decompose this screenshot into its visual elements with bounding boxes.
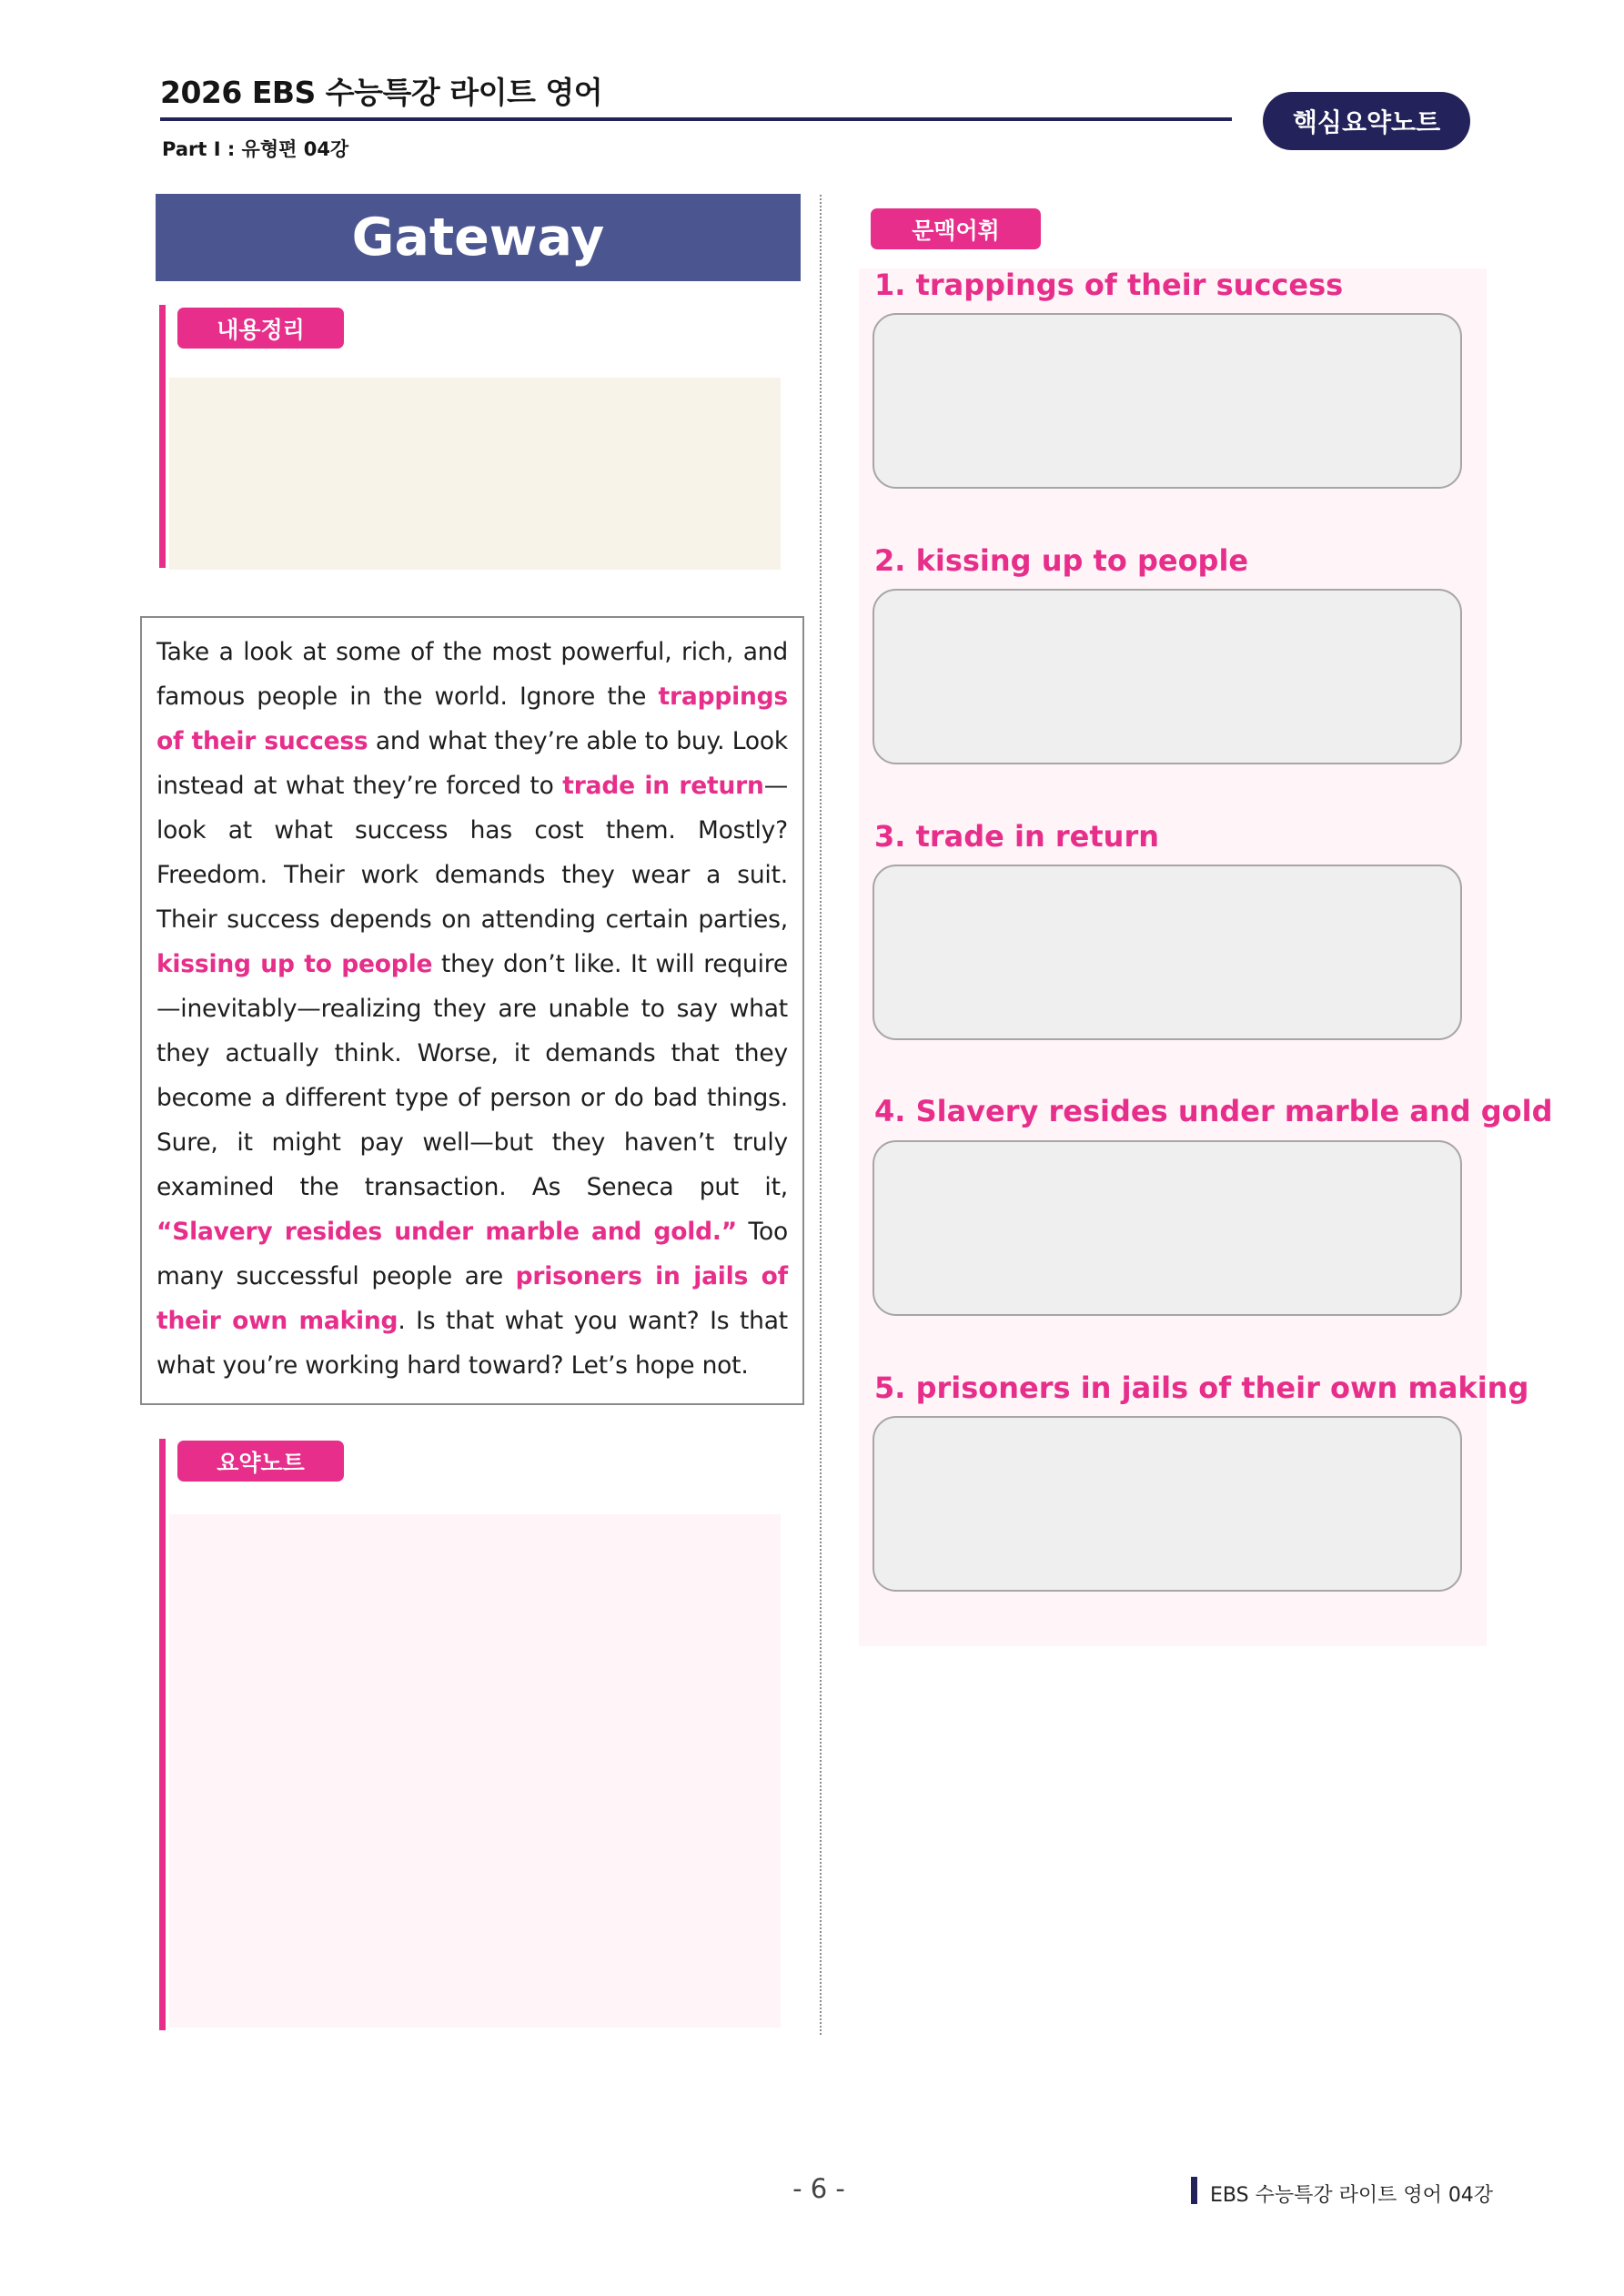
highlighted-phrase: trappings of their success [156, 683, 788, 755]
summary-note-tag: 요약노트 [177, 1441, 344, 1482]
vocab-answer-box[interactable] [873, 589, 1462, 764]
passage-segment: —look at what success has cost them. Mostly? Freedom. Their work demands they wear a suit. Their success depends on attending certain parties, [156, 772, 788, 934]
document-subtitle: Part I : 유형편 04강 [162, 138, 349, 160]
vocab-heading: 2. kissing up to people [874, 543, 1249, 578]
vocab-heading: 3. trade in return [874, 819, 1159, 854]
column-divider [820, 195, 822, 2035]
passage-box [140, 616, 804, 1405]
vocab-answer-box[interactable] [873, 1140, 1462, 1316]
summary-accent-bar [159, 1439, 166, 2030]
passage-segment: . Is that what you want? Is that what you’re working hard toward? Let’s hope not. [156, 1307, 788, 1380]
content-summary-box[interactable] [169, 378, 781, 570]
vocab-heading: 4. Slavery resides under marble and gold [874, 1094, 1553, 1128]
passage-segment: and what they’re able to buy. Look instead at what they’re forced to [156, 727, 788, 800]
vocab-heading: 5. prisoners in jails of their own making [874, 1371, 1529, 1405]
highlighted-phrase: kissing up to people [156, 950, 433, 978]
document-title: 2026 EBS 수능특강 라이트 영어 [160, 75, 603, 110]
vocab-answer-box[interactable] [873, 1416, 1462, 1592]
core-summary-badge: 핵심요약노트 [1263, 92, 1470, 150]
footer-text: EBS 수능특강 라이트 영어 04강 [1210, 2184, 1494, 2207]
summary-note-box[interactable] [169, 1514, 781, 2028]
vocab-heading: 1. trappings of their success [874, 268, 1344, 302]
gateway-banner: Gateway [156, 194, 801, 281]
highlighted-phrase: “Slavery resides under marble and gold.” [156, 1218, 737, 1246]
vocab-answer-box[interactable] [873, 865, 1462, 1040]
content-accent-bar [159, 305, 166, 568]
footer-bar [1191, 2177, 1197, 2204]
content-summary-tag: 내용정리 [177, 308, 344, 349]
passage-text [156, 630, 788, 1388]
highlighted-phrase: prisoners in jails of their own making [156, 1262, 788, 1335]
context-vocab-tag: 문맥어휘 [871, 208, 1041, 249]
highlighted-phrase: trade in return [562, 772, 764, 800]
vocab-answer-box[interactable] [873, 313, 1462, 489]
passage-segment: they don’t like. It will require—inevitably—realizing they are unable to say what they actually think. Worse, it demands that they become a different type of person or do bad things. Sure, it might pay well—but they haven’t truly examined the transaction. As Seneca put it, [156, 950, 789, 1201]
page-number: - 6 - [792, 2173, 845, 2204]
header-rule [160, 117, 1232, 121]
passage-segment: Too many successful people are [156, 1218, 789, 1290]
passage-segment: Take a look at some of the most powerful, rich, and famous people in the world. Ignore the [156, 638, 788, 711]
